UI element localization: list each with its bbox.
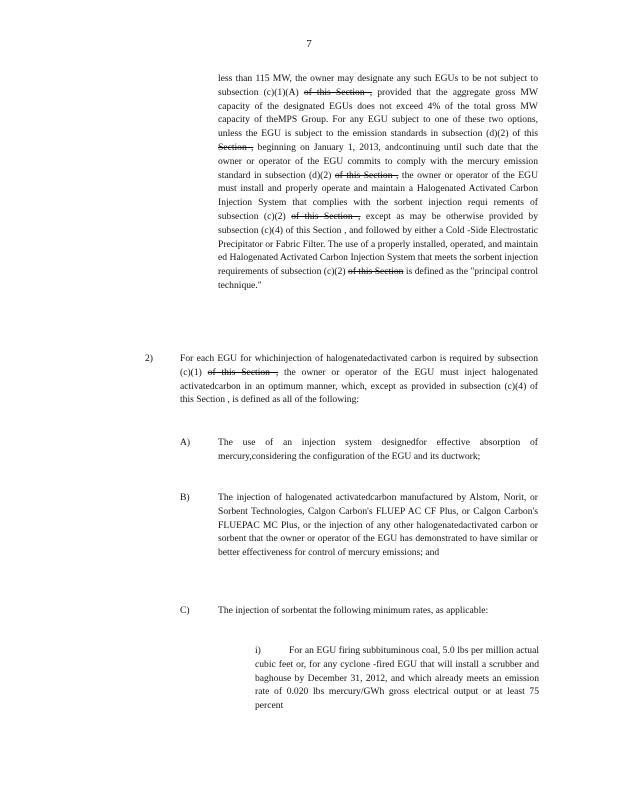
- text-run: except as may be otherwise provided by subsection (c)(4) of this Section , and followed by either a Cold -Side Electrostatic Precipitator or Fabric Filter. The use of a properly installed, operated, and maintain ed Halogenated Activated Carbon Injection System that meets the sorbent injection requirements of subsection (c)(2): [218, 210, 539, 278]
- text-run: is defined as the "principal control technique.": [218, 266, 538, 291]
- item-2-label: 2): [145, 353, 153, 364]
- text-run: beginning on January 1, 2013, andcontinuing until such date that the owner or operator of the EGU commits to comply with the mercury emission standard in subsection (d)(2): [218, 141, 538, 181]
- text-run: less than 115 MW, the owner may designate any such EGUs to be not subject to subsection (c)(1)(A): [218, 73, 538, 98]
- item-b-text: The injection of halogenated activatedcarbon manufactured by Alstom, Norit, or Sorbent Technologies, Calgon Carbon's FLUEP AC CF Plus, or Calgon Carbon's FLUEPAC MC Plus, or the injection of any other halogenatedactivated carbon or sorbent that the owner or operator of the EGU has demonstrated to have similar or better effectiveness for control of mercury emissions; and: [218, 492, 538, 559]
- struck-text: of this Section: [348, 266, 404, 278]
- struck-text: of this Section ,: [303, 86, 373, 98]
- struck-text: of this Section ,: [291, 210, 361, 222]
- struck-text: of this Section ,: [207, 366, 279, 378]
- text-run: the owner or operator of the EGU must install and properly operate and maintain a Halogenated Activated Carbon Injection System that complies with the sorbent injection requi rements of subsection (c)(2): [218, 169, 539, 222]
- item-i-text: [255, 644, 539, 713]
- item-a-text: The use of an injection system designedfor effective absorption of mercury,considering the configuration of the EGU and its ductwork;: [218, 437, 538, 462]
- text-run: For each EGU for whichinjection of halogenatedactivated carbon is required by subsection (c)(1): [180, 353, 538, 378]
- item-i-label: i): [255, 645, 261, 656]
- item-b-label: B): [180, 492, 190, 503]
- paragraph-continuation: [218, 72, 538, 293]
- item-i-body: For an EGU firing subbituminous coal, 5.0 lbs per million actual cubic feet or, for any cyclone -fired EGU that will install a scrubber and baghouse by December 31, 2012, and which already meets an emission rate of 0.020 lbs mercury/GWh gross electrical output or at least 75 percent: [255, 645, 539, 712]
- item-c-label: C): [180, 605, 190, 616]
- struck-text: of this Section ,: [334, 169, 399, 181]
- item-a-label: A): [180, 437, 191, 448]
- item-2-text: [180, 352, 538, 407]
- struck-text: Section ,: [218, 141, 254, 153]
- item-c-text: The injection of sorbentat the following minimum rates, as applicable:: [218, 605, 489, 616]
- page-number: 7: [306, 38, 312, 50]
- text-run: the owner or operator of the EGU must inject halogenated activatedcarbon in an optimum manner, which, except as provided in subsection (c)(4) of this Section , is defined as all of the following:: [180, 366, 538, 406]
- text-run: provided that the aggregate gross MW capacity of the designated EGUs does not exceed 4% of the total gross MW capacity of theMPS Group. For any EGU subject to one of these two options, unless the EGU is subject to the emission standards in subsection (d)(2) of this: [218, 86, 538, 140]
